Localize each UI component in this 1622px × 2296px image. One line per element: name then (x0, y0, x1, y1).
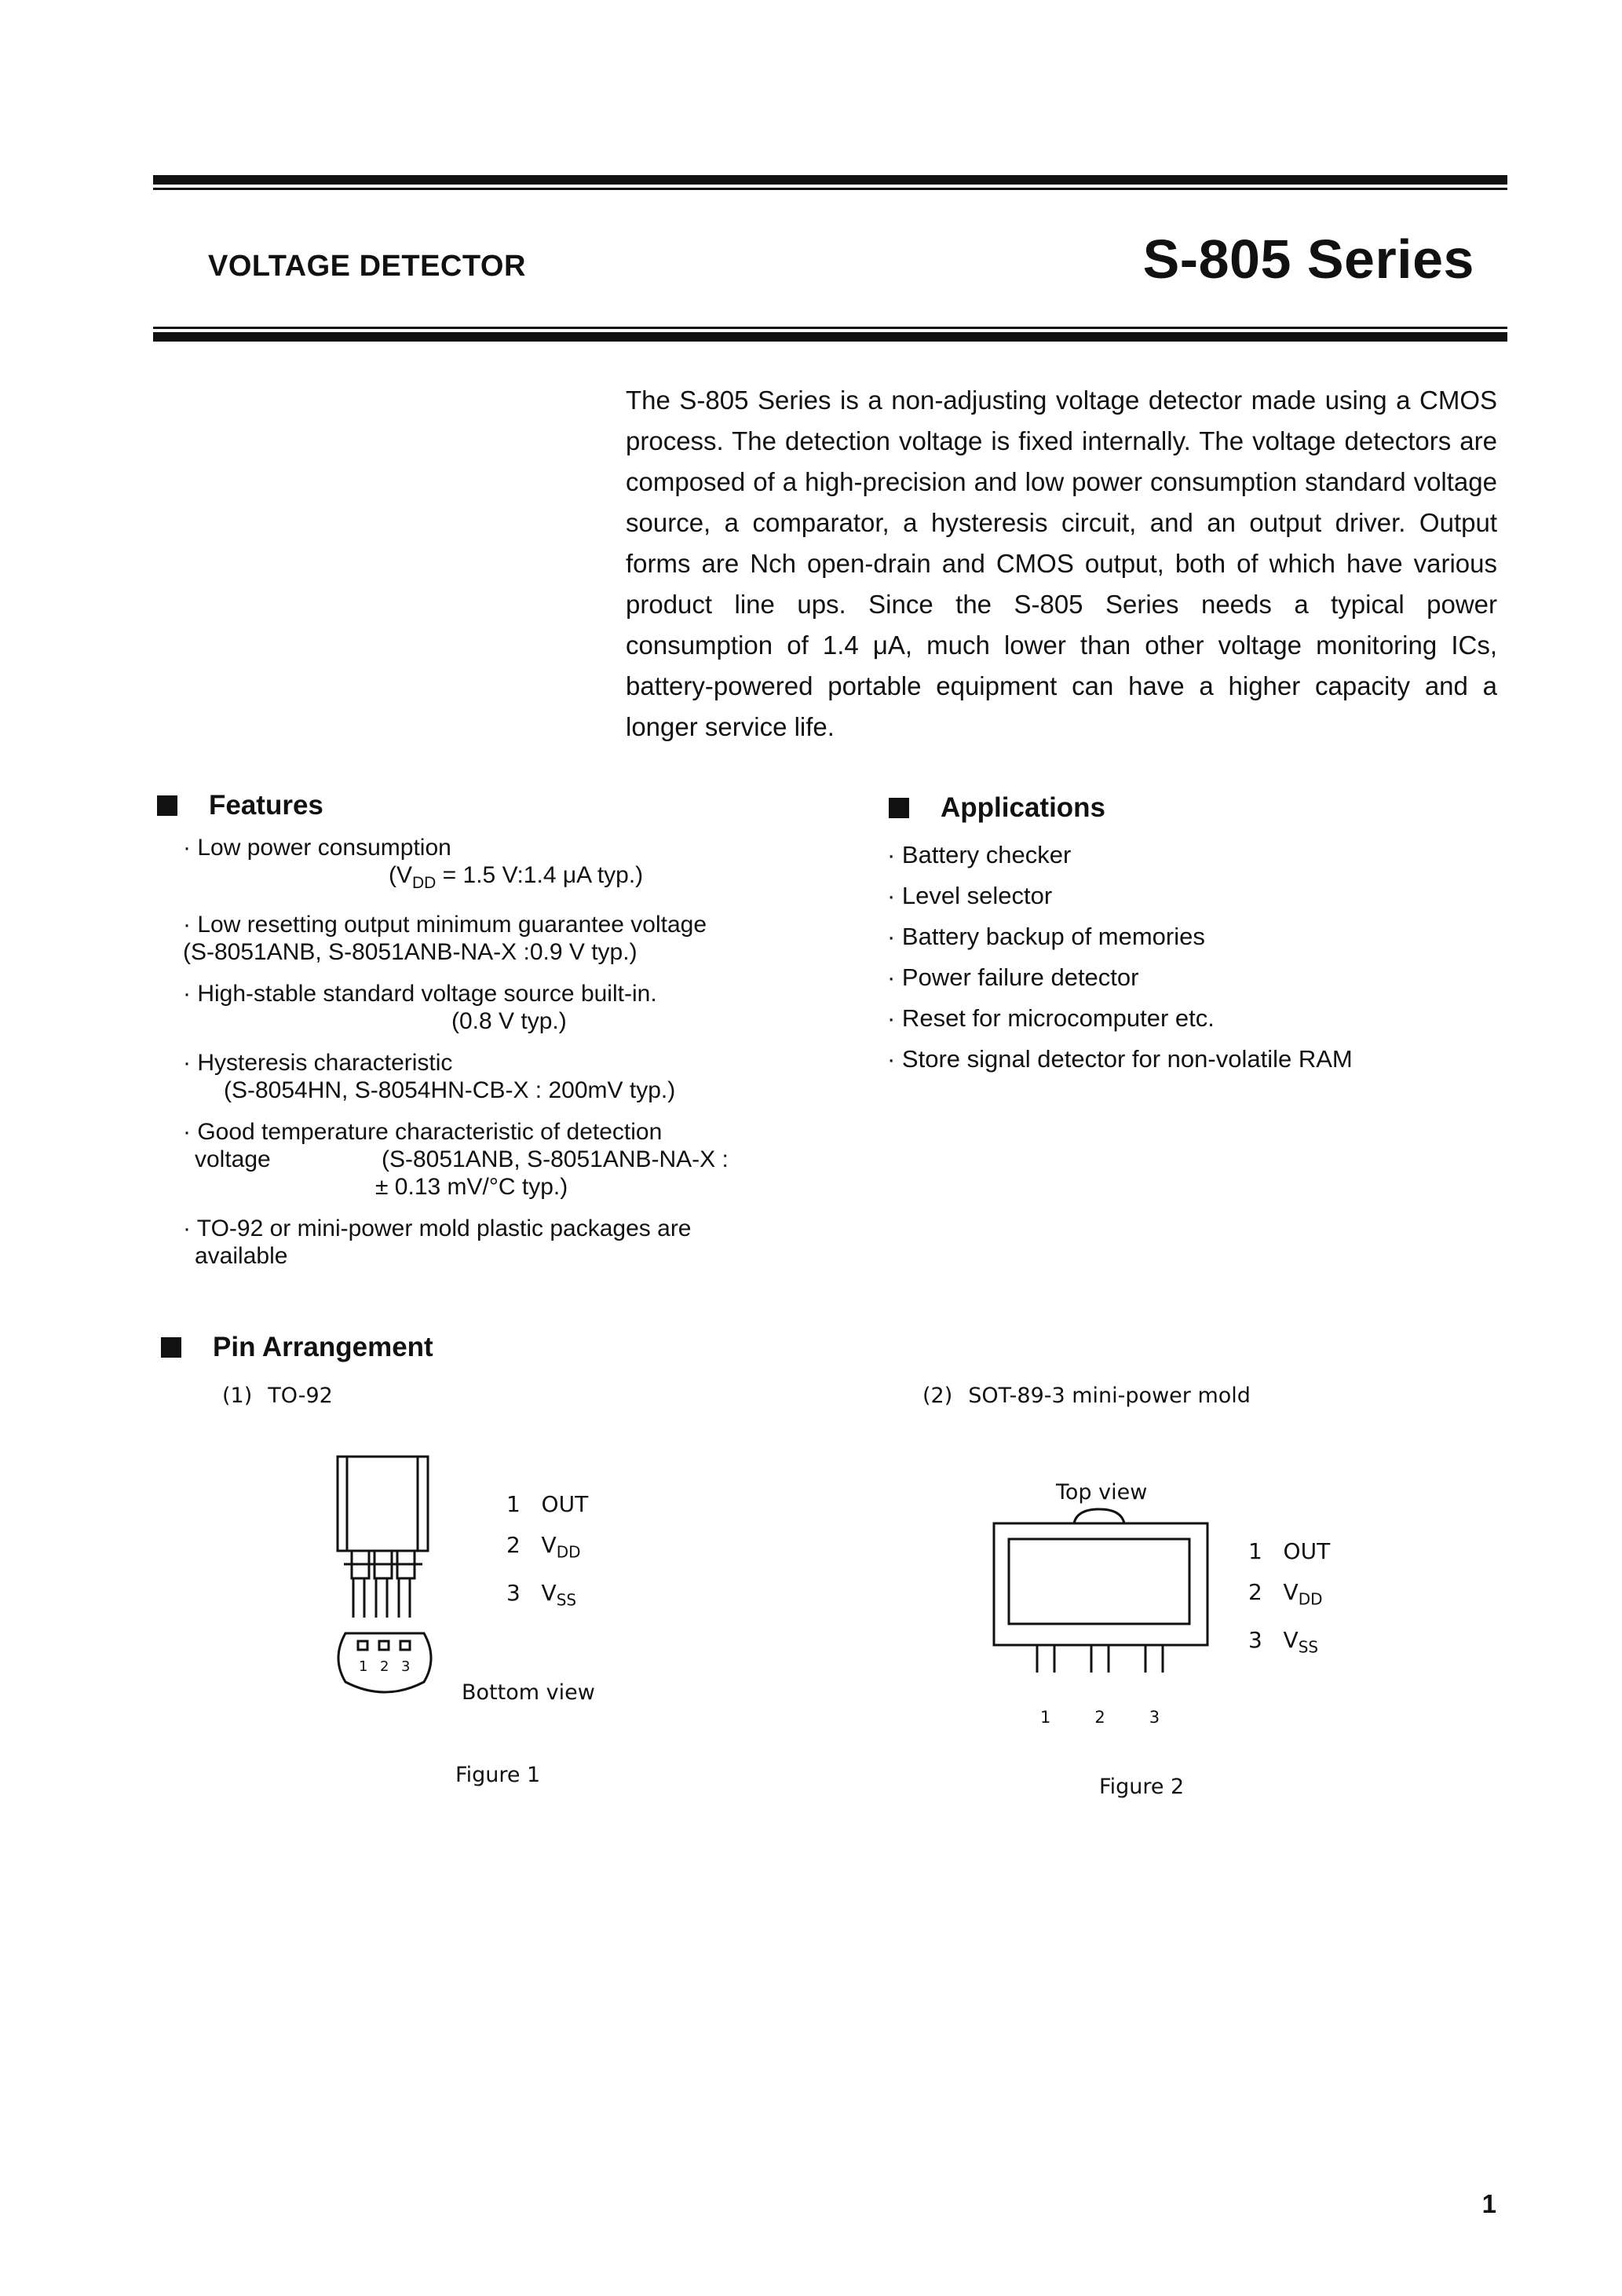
series-title: S-805 Series (1142, 229, 1474, 290)
feature-item: · Good temperature characteristic of detection voltage (S-8051ANB, S-8051ANB-NA-X : ± 0.13 mV/°C typ.) (183, 1119, 729, 1200)
fig2-pin-numbers: 1 2 3 (1040, 1708, 1160, 1727)
top-rule-thin (153, 188, 1507, 190)
sot89-body-outer (994, 1523, 1207, 1645)
sot89-tab (1074, 1509, 1124, 1523)
square-bullet-icon (889, 798, 909, 818)
category-title: VOLTAGE DETECTOR (208, 250, 526, 283)
square-bullet-icon (157, 795, 177, 816)
pin-row: 3 $V_{SS}$ (506, 1579, 577, 1610)
fig2-view-label: Top view (1056, 1480, 1148, 1504)
features-list (167, 834, 780, 1284)
fig1-view-label: Bottom view (462, 1680, 595, 1705)
feature-item: · Low resetting output minimum guarantee voltage (S-8051ANB, S-8051ANB-NA-X :0.9 V typ.) (183, 912, 707, 965)
fig2-caption: Figure 2 (1099, 1775, 1185, 1799)
feature-item: · High-stable standard voltage source built-in. (0.8 V typ.) (183, 981, 657, 1034)
application-item: · Power failure detector (887, 963, 1139, 991)
features-title: Features (209, 790, 323, 821)
pin-row: 1 OUT (1248, 1538, 1331, 1564)
application-item: · Level selector (887, 882, 1053, 909)
pin-row: 2 $V_{DD}$ (506, 1532, 581, 1562)
feature-item: · TO-92 or mini-power mold plastic packages are available (183, 1216, 692, 1269)
header-rule-thin (153, 327, 1507, 329)
applications-list (887, 835, 1515, 1080)
fig1-pin-list (506, 1484, 588, 1620)
header-rule-thick (153, 332, 1507, 342)
to92-package-diagram (330, 1453, 455, 1712)
applications-heading (889, 792, 1105, 824)
to92-body (338, 1457, 428, 1551)
pin-row: 3 $V_{SS}$ (1248, 1626, 1319, 1657)
features-heading (157, 790, 323, 821)
pin-row: 1 OUT (506, 1491, 589, 1517)
fig1-caption: Figure 1 (455, 1763, 541, 1787)
page-number: 1 (1481, 2189, 1496, 2218)
application-item: · Battery checker (887, 841, 1072, 868)
svg-text:2: 2 (380, 1658, 389, 1675)
sot89-body-inner (1009, 1539, 1189, 1624)
feature-item: · Low power consumption ($V_{DD} = 1.5$ V:1.4 μA typ.) (183, 835, 644, 892)
fig1-label: (1) TO-92 (222, 1384, 333, 1408)
square-bullet-icon (161, 1337, 181, 1358)
svg-text:3: 3 (401, 1658, 411, 1675)
sot89-package-diagram (981, 1500, 1225, 1673)
intro-paragraph: The S-805 Series is a non-adjusting voltage detector made using a CMOS process. The detection voltage is fixed internally. The voltage detectors are composed of a high-precision and low power consumption standard voltage source, a comparator, a hysteresis circuit, and an output driver. Output forms are Nch open-drain and CMOS output, both of which have various product line ups. Since the S-805 Series needs a typical power consumption of 1.4 μA, much lower than other voltage monitoring ICs, battery-powered portable equipment can have a higher capacity and a longer service life. (626, 386, 1497, 741)
application-item: · Store signal detector for non-volatile RAM (887, 1045, 1353, 1073)
top-rule-thick (153, 175, 1507, 185)
feature-item: · Hysteresis characteristic (S-8054HN, S-8054HN-CB-X : 200mV typ.) (183, 1050, 676, 1103)
pin-row: 2 $V_{DD}$ (1248, 1579, 1323, 1609)
fig2-pin-list (1248, 1531, 1330, 1667)
application-item: · Battery backup of memories (887, 923, 1205, 950)
pin-arrangement-title: Pin Arrangement (213, 1332, 433, 1362)
fig2-label: (2) SOT-89-3 mini-power mold (922, 1384, 1251, 1408)
svg-text:1: 1 (359, 1658, 368, 1675)
pin-arrangement-heading (161, 1332, 433, 1363)
application-item: · Reset for microcomputer etc. (887, 1004, 1215, 1032)
applications-title: Applications (941, 792, 1106, 823)
